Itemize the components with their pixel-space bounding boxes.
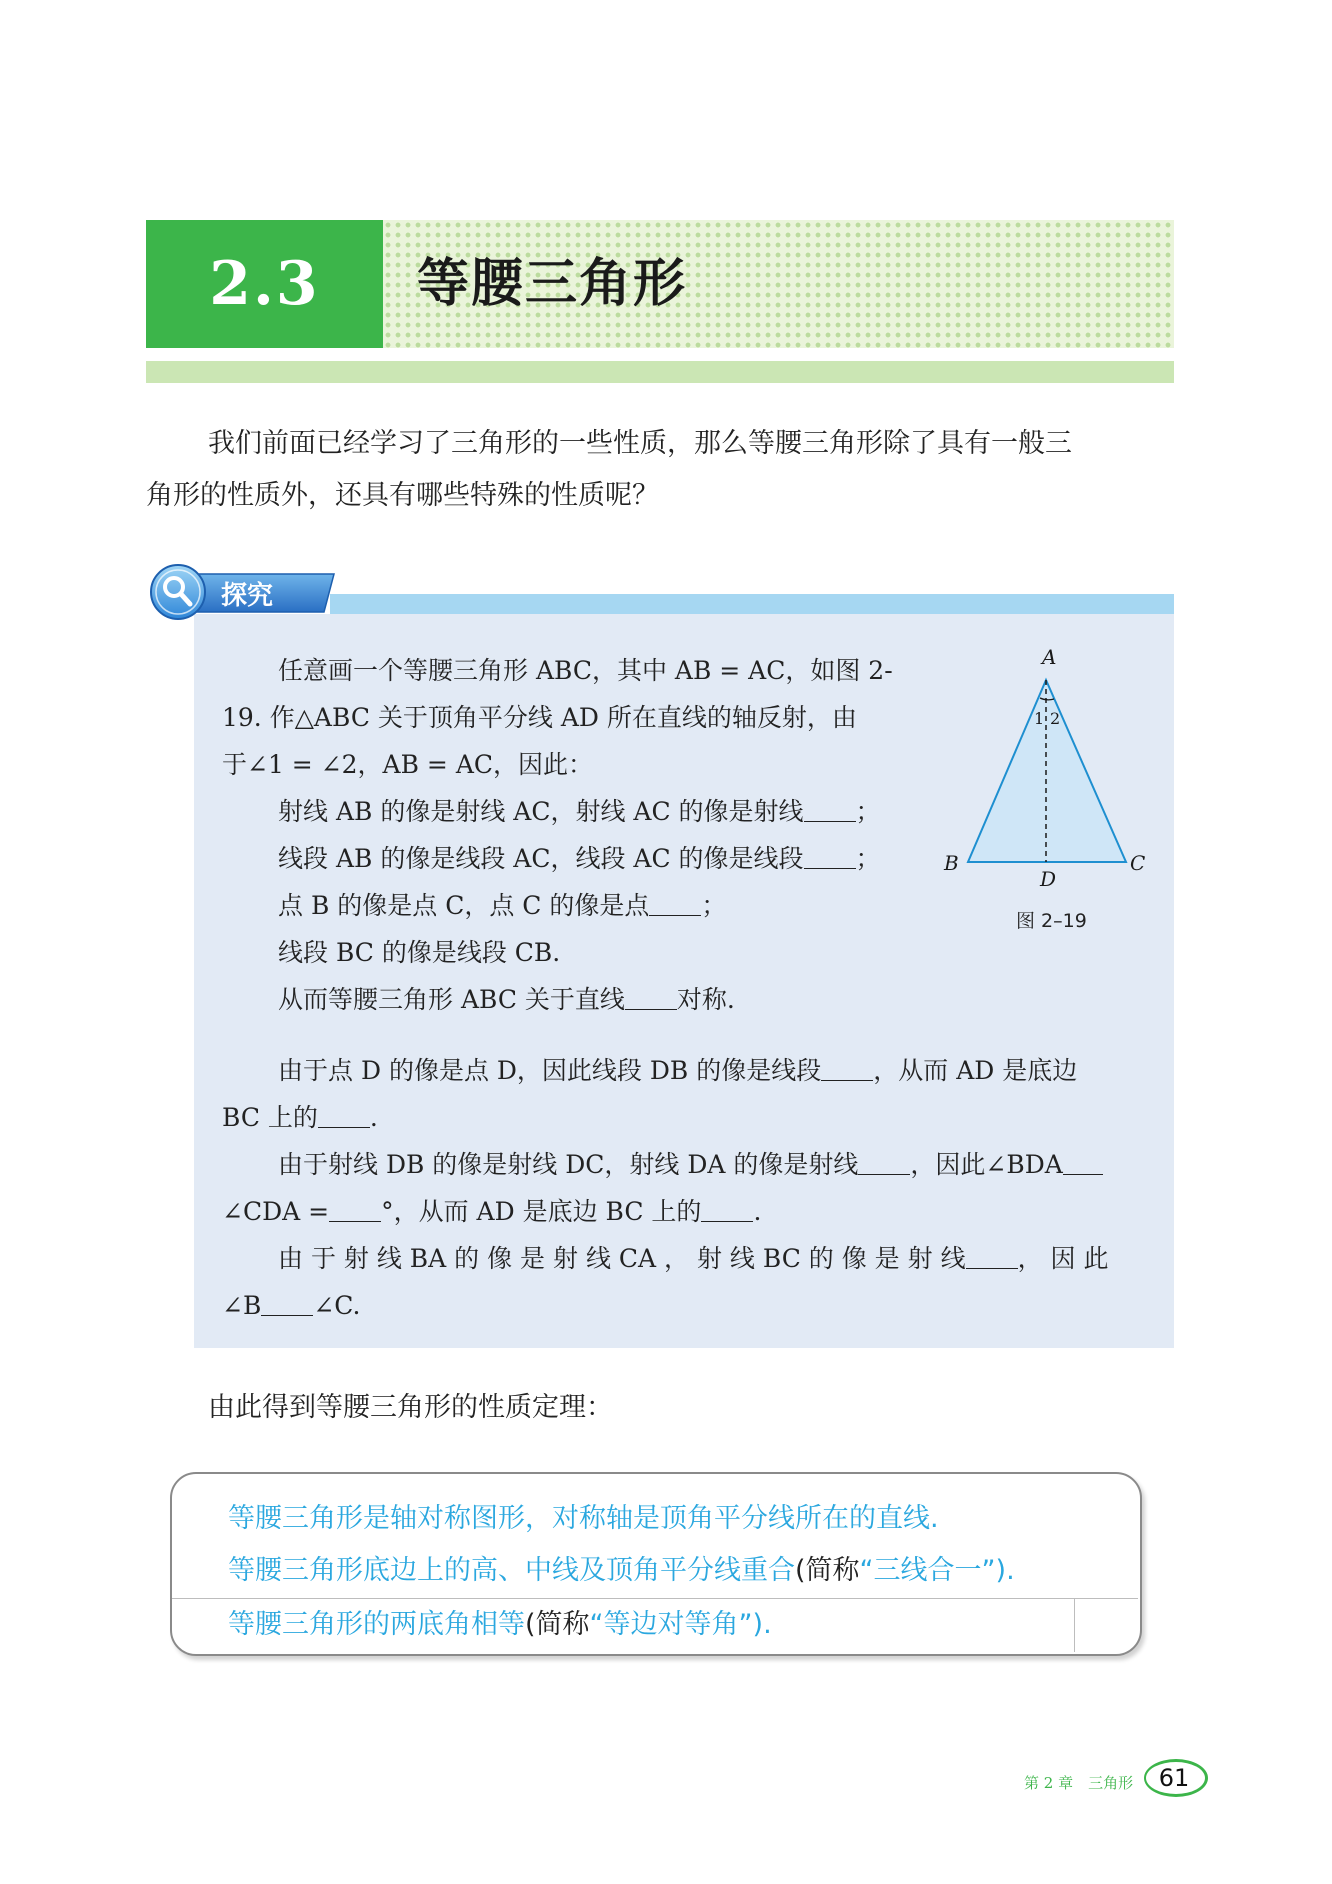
p3-text-b: ，因此∠BDA <box>910 1150 1063 1179</box>
page-number: 61 <box>1158 1764 1190 1792</box>
point-text: 点 B 的像是点 C，点 C 的像是点 <box>278 891 650 920</box>
label-c: C <box>1130 851 1146 875</box>
label-b: B <box>944 851 959 875</box>
answer-blank <box>261 1290 313 1316</box>
theorem-2-abbr: (简称 <box>795 1555 860 1586</box>
answer-blank <box>649 890 701 916</box>
explore-label: 探究 <box>221 581 274 611</box>
explore-p3-line1 <box>278 1141 1103 1188</box>
explore-p4-line2 <box>222 1282 360 1329</box>
explore-p2-line1 <box>278 1047 1077 1094</box>
conclusion-line: 由此得到等腰三角形的性质定理： <box>208 1392 613 1423</box>
answer-blank <box>804 796 856 822</box>
section-underbar <box>146 361 1174 383</box>
label-a: A <box>1042 645 1057 669</box>
intro-line-2: 角形的性质外，还具有哪些特殊的性质呢？ <box>146 480 659 511</box>
explore-p1-line1: 任意画一个等腰三角形 ABC，其中 AB = AC，如图 2- <box>278 656 893 685</box>
p3-text-a: 由于射线 DB 的像是射线 DC，射线 DA 的像是射线 <box>278 1150 859 1179</box>
footer-chapter: 第 2 章 三角形 <box>1024 1774 1134 1792</box>
theorem-2-text: 等腰三角形底边上的高、中线及顶角平分线重合 <box>228 1555 795 1586</box>
theorem-3-nick: “等边对等角” <box>589 1609 753 1640</box>
symmetric-end: 对称. <box>676 985 735 1014</box>
explore-p2-line2: BC 上的 . <box>222 1103 378 1132</box>
theorem-2-nick: “三线合一” <box>859 1555 996 1586</box>
explore-line-symmetric <box>278 976 735 1023</box>
p4-text-c: ∠B <box>222 1291 262 1320</box>
triangle-abc <box>968 680 1126 862</box>
theorem-2-end: ). <box>995 1555 1015 1586</box>
intro-paragraph <box>146 418 1176 522</box>
answer-blank <box>329 1196 381 1222</box>
answer-blank <box>804 843 856 869</box>
p4-text-a: 由 于 射 线 BA 的 像 是 射 线 CA ， 射 线 BC 的 像 是 射 线 <box>278 1244 966 1273</box>
label-angle-2: 2 <box>1050 709 1061 728</box>
p3-text-d: °，从而 AD 是底边 BC 上的 <box>381 1197 702 1226</box>
explore-p3-line2: ∠CDA = °，从而 AD 是底边 BC 上的 . <box>222 1197 762 1226</box>
answer-blank <box>966 1243 1018 1269</box>
symmetric-text: 从而等腰三角形 ABC 关于直线 <box>278 985 625 1014</box>
explore-p1-line2: 19. 作△ABC 关于顶角平分线 AD 所在直线的轴反射，由 <box>222 703 857 732</box>
explore-header-bar <box>330 594 1174 614</box>
section-header <box>146 220 1174 348</box>
section-number: 2.3 <box>146 220 383 348</box>
p4-text-d: ∠C. <box>313 1291 361 1320</box>
answer-blank <box>701 1196 753 1222</box>
rule-vertical <box>1074 1598 1075 1652</box>
answer-blank <box>821 1055 873 1081</box>
figure-caption: 图 2–19 <box>1016 910 1087 932</box>
label-angle-1: 1 <box>1034 709 1045 728</box>
intro-line-1: 我们前面已经学习了三角形的一些性质，那么等腰三角形除了具有一般三 <box>208 428 1072 459</box>
p4-text-b: ， 因 此 <box>1017 1244 1109 1273</box>
p3-text-c: ∠CDA = <box>222 1197 330 1226</box>
ray-text: 射线 AB 的像是射线 AC，射线 AC 的像是射线 <box>278 797 804 826</box>
section-title: 等腰三角形 <box>417 253 688 314</box>
theorem-3-text: 等腰三角形的两底角相等 <box>228 1609 525 1640</box>
explore-p1-line3: 于∠1 = ∠2，AB = AC，因此： <box>222 750 593 779</box>
explore-line-point: 点 B 的像是点 C，点 C 的像是点 ； <box>278 891 727 920</box>
answer-blank <box>1063 1149 1103 1175</box>
label-d: D <box>1040 867 1057 891</box>
theorem-1: 等腰三角形是轴对称图形，对称轴是顶角平分线所在的直线. <box>228 1503 939 1534</box>
theorem-box <box>170 1472 1142 1656</box>
rule-horizontal <box>172 1598 1138 1599</box>
p2-text-b: ，从而 AD 是底边 <box>873 1056 1078 1085</box>
answer-blank <box>625 984 677 1010</box>
explore-p4-line1 <box>278 1235 1108 1282</box>
explore-badge <box>146 556 346 628</box>
p2-text-a: 由于点 D 的像是点 D，因此线段 DB 的像是线段 <box>278 1056 822 1085</box>
theorem-3 <box>228 1602 772 1641</box>
theorem-3-abbr: (简称 <box>525 1609 590 1640</box>
explore-line-bc: 线段 BC 的像是线段 CB. <box>278 938 561 967</box>
theorem-2 <box>228 1548 1015 1587</box>
figure-2-19 <box>930 640 1150 940</box>
p2-text-c: BC 上的 <box>222 1103 318 1132</box>
theorem-3-end: ). <box>752 1609 772 1640</box>
explore-line-ray: 射线 AB 的像是射线 AC，射线 AC 的像是射线 ； <box>278 797 881 826</box>
explore-line-segment: 线段 AB 的像是线段 AC，线段 AC 的像是线段 ； <box>278 844 881 873</box>
answer-blank <box>318 1102 370 1128</box>
segment-text: 线段 AB 的像是线段 AC，线段 AC 的像是线段 <box>278 844 804 873</box>
section-title-banner <box>383 220 1174 348</box>
answer-blank <box>858 1149 910 1175</box>
